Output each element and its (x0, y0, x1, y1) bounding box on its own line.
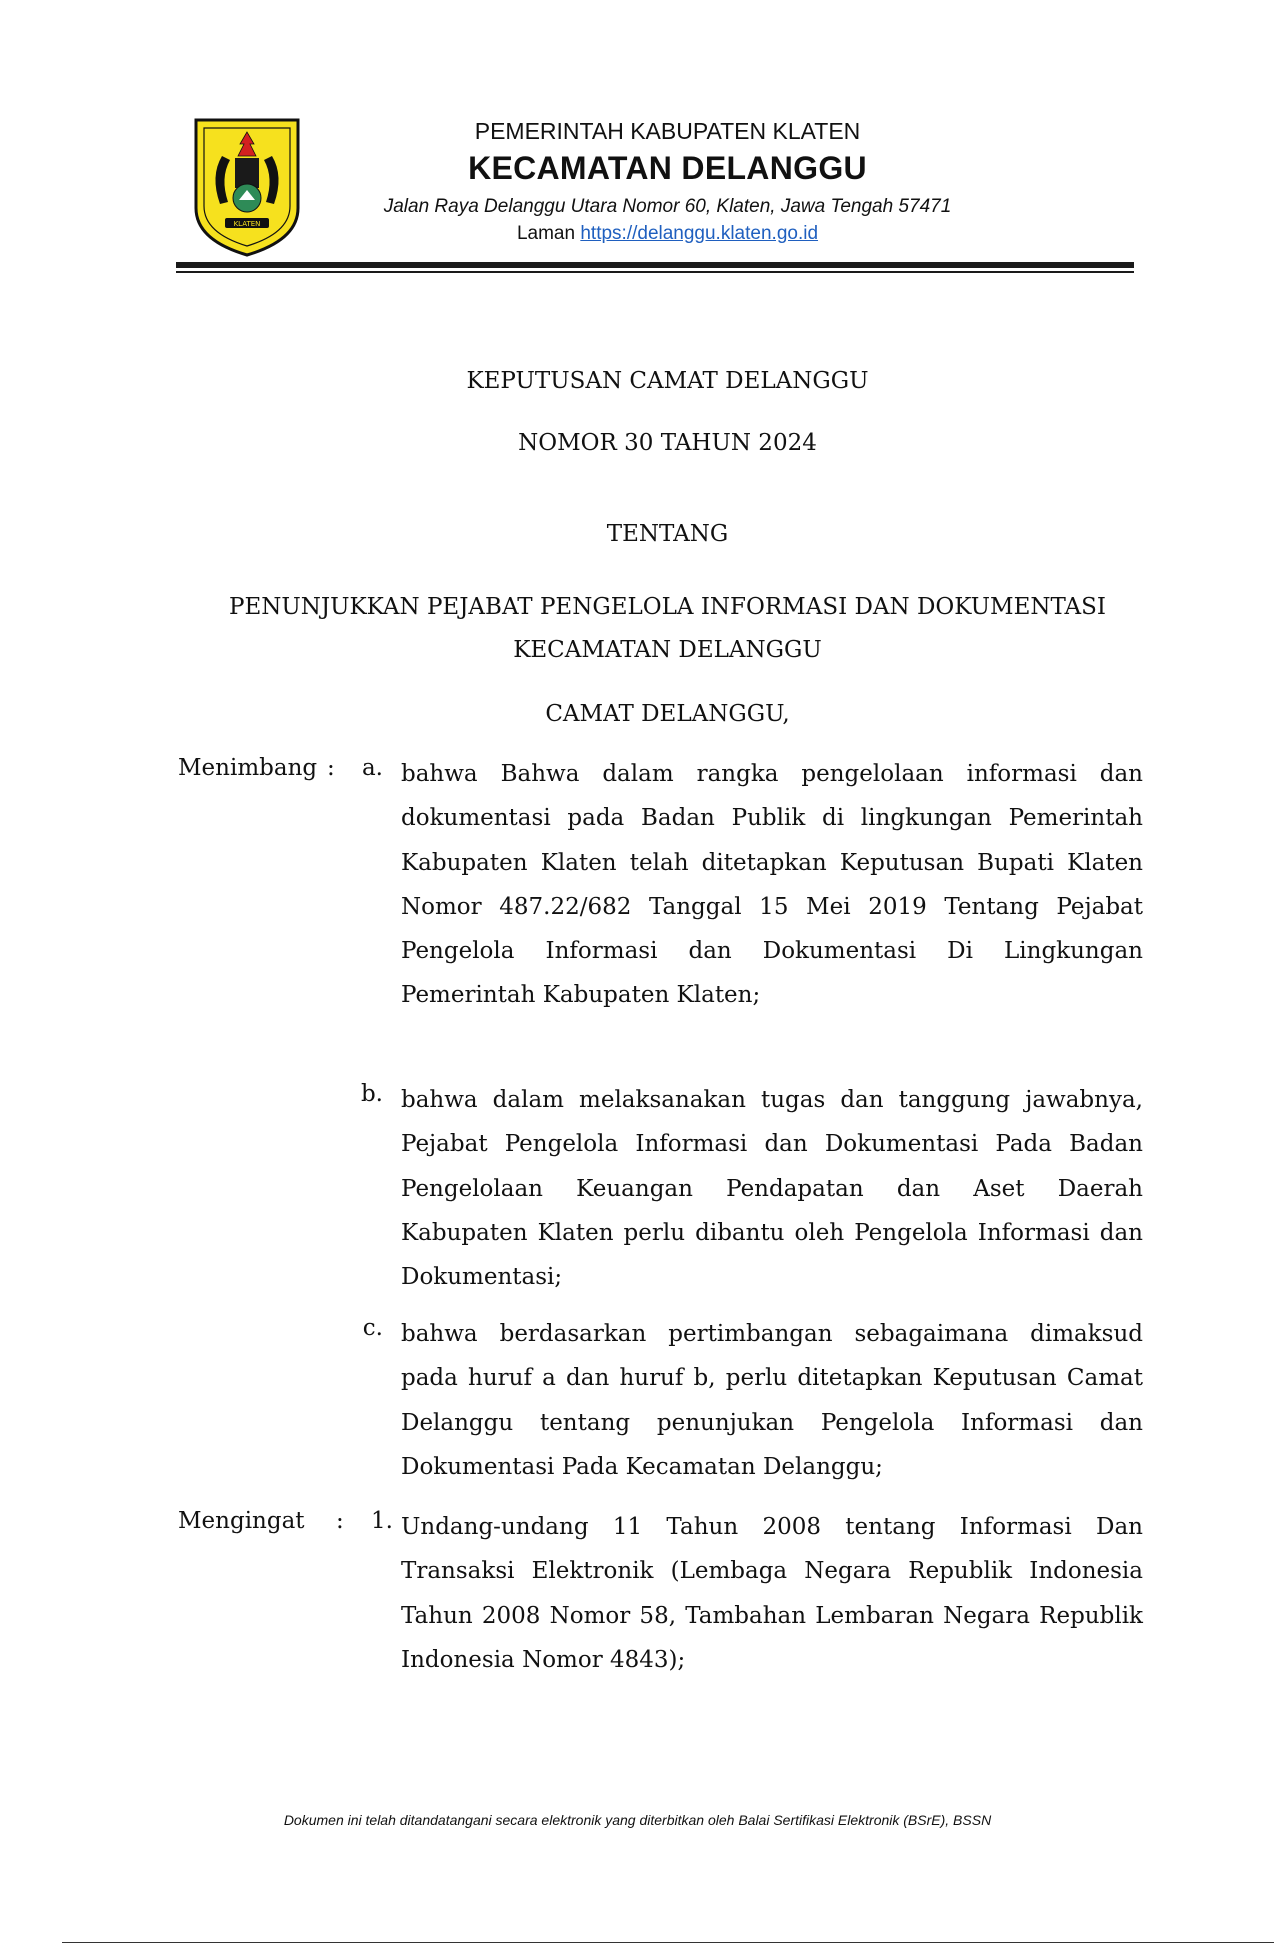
clause-marker-b: b. (360, 1081, 383, 1107)
letterhead-government: PEMERINTAH KABUPATEN KLATEN (474, 118, 861, 144)
electronic-signature-note: Dokumen ini telah ditandatangani secara elektronik yang diterbitkan oleh Balai Sertifikasi Elektronik (BSrE), BSSN (283, 1812, 992, 1828)
decree-about-label: TENTANG (606, 521, 729, 547)
letterhead-website (0, 223, 1275, 245)
clause-text-c: bahwa berdasarkan pertimbangan sebagaimana dimaksud pada huruf a dan huruf b, perlu ditetapkan Keputusan Camat Delanggu tentang penunjukan Pengelola Informasi dan Dokumentasi Pada Kecamatan Delanggu; (401, 1321, 1143, 1480)
clause-marker-a: a. (361, 755, 383, 781)
letterhead-rule-thick (176, 262, 1134, 268)
decree-subject-line1: PENUNJUKKAN PEJABAT PENGELOLA INFORMASI DAN DOKUMENTASI (228, 594, 1107, 620)
mengingat-colon: : (336, 1508, 344, 1534)
clause-text-b: bahwa dalam melaksanakan tugas dan tanggung jawabnya, Pejabat Pengelola Informasi dan Dokumentasi Pada Badan Pengelolaan Keuangan Pendapatan dan Aset Daerah Kabupaten Klaten perlu dibantu oleh Pengelola Informasi dan Dokumentasi; (401, 1087, 1143, 1291)
legal-basis-marker-1: 1. (371, 1508, 393, 1534)
decree-subject-line2: KECAMATAN DELANGGU (513, 637, 822, 663)
website-prefix: Laman (516, 223, 576, 244)
legal-basis-text-1: Undang-undang 11 Tahun 2008 tentang Informasi Dan Transaksi Elektronik (Lembaga Negara Republik Indonesia Tahun 2008 Nomor 58, Tambahan Lembaran Negara Republik Indonesia Nomor 4843); (401, 1514, 1143, 1673)
website-link[interactable]: https://delanggu.klaten.go.id (580, 223, 819, 244)
decree-title: KEPUTUSAN CAMAT DELANGGU (466, 368, 869, 394)
letterhead-rule-thin (176, 271, 1134, 273)
emblem-caption: KLATEN (233, 220, 261, 228)
menimbang-colon: : (327, 755, 335, 781)
clause-text-a: bahwa Bahwa dalam rangka pengelolaan informasi dan dokumentasi pada Badan Publik di lingkungan Pemerintah Kabupaten Klaten telah ditetapkan Keputusan Bupati Klaten Nomor 487.22/682 Tanggal 15 Mei 2019 Tentang Pejabat Pengelola Informasi dan Dokumentasi Di Lingkungan Pemerintah Kabupaten Klaten; (401, 761, 1143, 1009)
mengingat-label: Mengingat (178, 1508, 305, 1534)
clause-marker-c: c. (362, 1315, 383, 1341)
decree-number: NOMOR 30 TAHUN 2024 (518, 430, 817, 456)
letterhead-office: KECAMATAN DELANGGU (468, 150, 867, 186)
letterhead-address: Jalan Raya Delanggu Utara Nomor 60, Klaten, Jawa Tengah 57471 (383, 196, 952, 217)
decree-issuer: CAMAT DELANGGU, (545, 701, 790, 727)
footer-rule (62, 1942, 1274, 1943)
menimbang-label: Menimbang (178, 755, 318, 781)
